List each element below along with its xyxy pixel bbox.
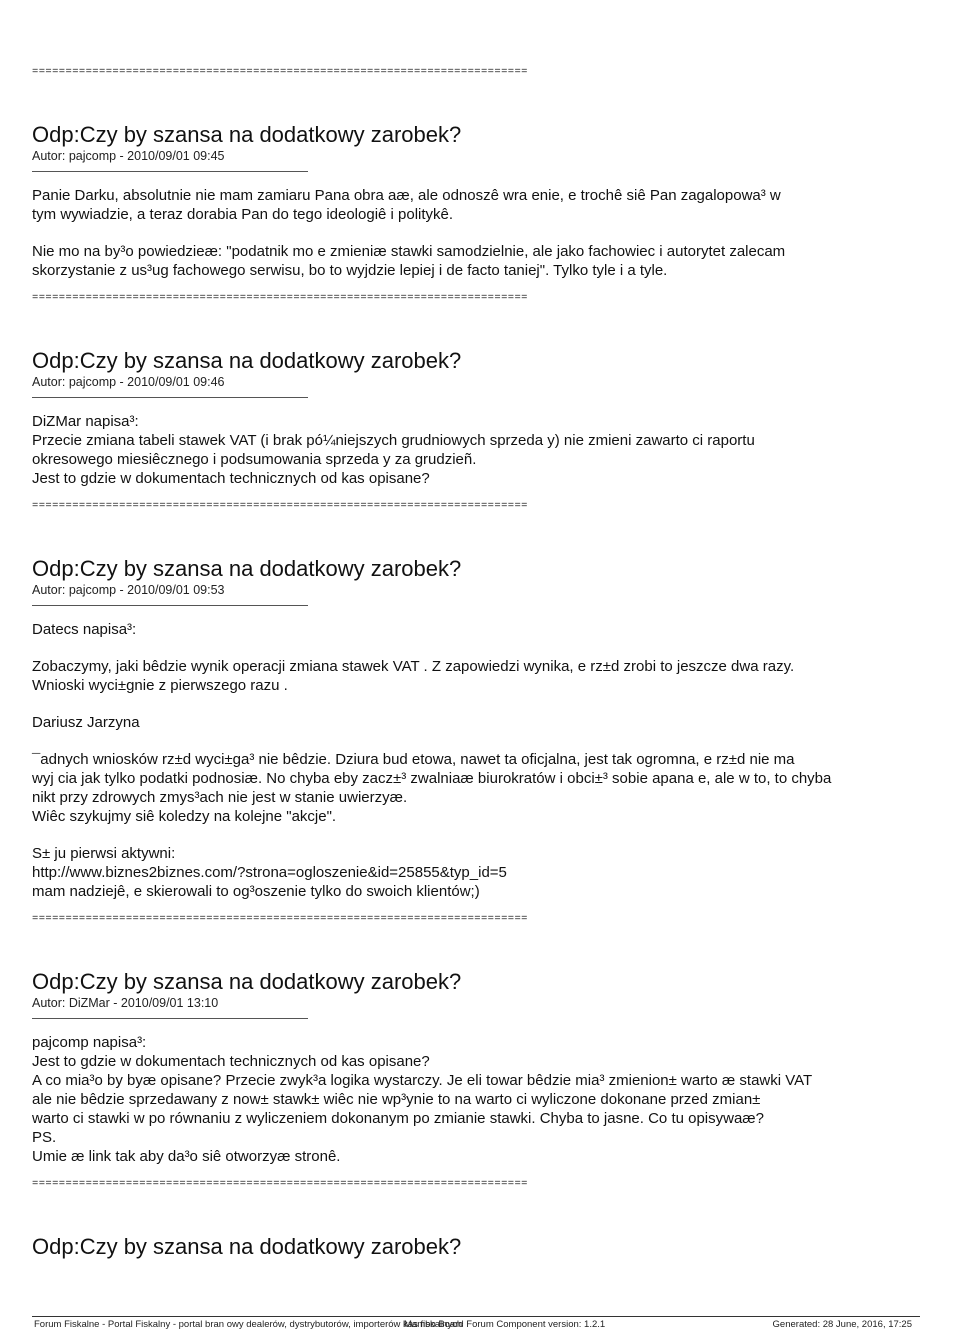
post-text: ale nie bêdzie sprzedawany z now± stawk± wiêc nie wp³ynie to na warto ci wyliczone dokonane przed zmian± [32,1091,761,1108]
post-text: tym wywiadzie, a teraz dorabia Pan do tego ideologiê i politykê. [32,206,454,223]
post-meta: Autor: pajcomp - 2010/09/01 09:45 [32,149,225,163]
document-page [32,64,932,1260]
divider [32,605,308,606]
post-text: warto ci stawki w po równaniu z wyliczeniem dokonanym po zmianie stawki. Chyba to jasne. Co tu opisywaæ? [32,1110,764,1127]
footer-component-version: Mambo Board Forum Component version: 1.2.1 [404,1319,606,1330]
post-text: Jest to gdzie w dokumentach technicznych od kas opisane? [32,1053,430,1070]
post-body [32,1033,932,1166]
post-text: okresowego miesiêcznego i podsumowania sprzeda y za grudzieñ. [32,451,477,468]
post-text: ¯adnych wniosków rz±d wyci±ga³ nie bêdzie. Dziura bud etowa, nawet ta oficjalna, jest tak ogromna, e rz±d nie ma [32,751,795,768]
post-text: Panie Darku, absolutnie nie mam zamiaru Pana obra aæ, ale odnoszê wra enie, e trochê siê Pan zagalopowa³ w [32,187,781,204]
post-text: Jest to gdzie w dokumentach technicznych od kas opisane? [32,470,430,487]
post-title: Odp:Czy by szansa na dodatkowy zarobek? [32,348,462,373]
separator: ========================================================================== [32,292,528,304]
footer-site-name: Forum Fiskalne - Portal Fiskalny - portal bran owy dealerów, dystrybutorów, importerów kas fiskalnych [34,1319,463,1330]
divider [32,171,308,172]
divider [32,1018,308,1019]
post-meta: Autor: pajcomp - 2010/09/01 09:46 [32,375,225,389]
post [32,348,932,488]
footer-generated-date: Generated: 28 June, 2016, 17:25 [772,1319,912,1330]
post [32,556,932,901]
divider [32,397,308,398]
post-meta: Autor: DiZMar - 2010/09/01 13:10 [32,996,219,1010]
post-link[interactable]: http://www.biznes2biznes.com/?strona=ogloszenie&id=25855&typ_id=5 [32,864,507,881]
post-text: wyj cia jak tylko podatki podnosiæ. No chyba eby zacz±³ zwalniaæ biurokratów i obci±³ sobie apana e, ale w to, to chyba [32,770,832,787]
post-text: Wiêc szykujmy siê koledzy na kolejne "akcje". [32,808,337,825]
post-text: Wnioski wyci±gnie z pierwszego razu . [32,677,288,694]
post-text: nikt przy zdrowych zmys³ach nie jest w stanie uwierzyæ. [32,789,408,806]
post-title: Odp:Czy by szansa na dodatkowy zarobek? [32,556,462,581]
post-text: mam nadziejê, e skierowali to og³oszenie tylko do swoich klientów;) [32,883,480,900]
post-text: Zobaczymy, jaki bêdzie wynik operacji zmiana stawek VAT . Z zapowiedzi wynika, e rz±d zrobi to jeszcze dwa razy. [32,658,795,675]
post-body [32,412,932,488]
page-footer [32,1316,920,1332]
separator: ========================================================================== [32,66,528,78]
post-text: PS. [32,1129,57,1146]
separator: ========================================================================== [32,500,528,512]
post-body [32,620,932,901]
post [32,1234,932,1260]
post-title: Odp:Czy by szansa na dodatkowy zarobek? [32,1234,462,1259]
separator: ========================================================================== [32,913,528,925]
post-title: Odp:Czy by szansa na dodatkowy zarobek? [32,969,462,994]
quote-author: DiZMar napisa³: [32,413,139,430]
post-text: skorzystanie z us³ug fachowego serwisu, bo to wyjdzie lepiej i de facto taniej". Tylko tyle i a tyle. [32,262,668,279]
quote-author: Datecs napisa³: [32,621,137,638]
post [32,122,932,280]
post-text: Dariusz Jarzyna [32,714,140,731]
post-title: Odp:Czy by szansa na dodatkowy zarobek? [32,122,462,147]
post-text: Przecie zmiana tabeli stawek VAT (i brak pó¼niejszych grudniowych sprzeda y) nie zmieni zawarto ci raportu [32,432,755,449]
post-text: Nie mo na by³o powiedzieæ: "podatnik mo e zmieniæ stawki samodzielnie, ale jako fachowiec i autorytet zalecam [32,243,786,260]
post-text: Umie æ link tak aby da³o siê otworzyæ stronê. [32,1148,341,1165]
post [32,969,932,1166]
post-meta: Autor: pajcomp - 2010/09/01 09:53 [32,583,225,597]
separator: ========================================================================== [32,1178,528,1190]
post-text: A co mia³o by byæ opisane? Przecie zwyk³a logika wystarczy. Je eli towar bêdzie mia³ zmienion± warto æ stawki VAT [32,1072,813,1089]
post-text: S± ju pierwsi aktywni: [32,845,176,862]
quote-author: pajcomp napisa³: [32,1034,147,1051]
post-body [32,186,932,280]
